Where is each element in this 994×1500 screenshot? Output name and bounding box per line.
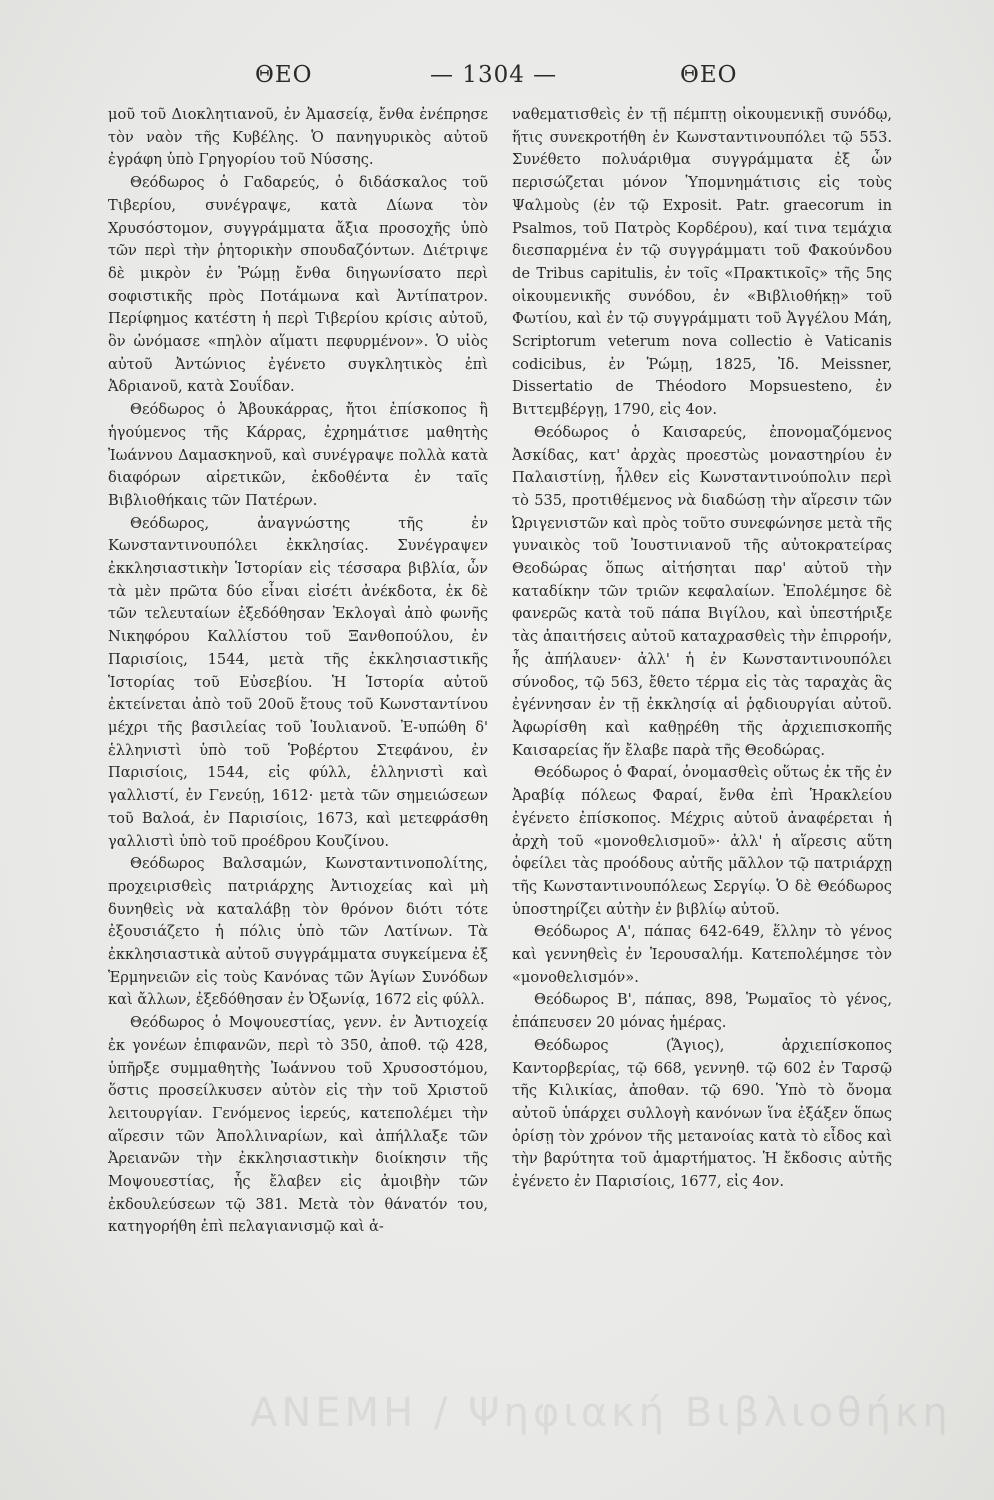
- paragraph: Θεόδωρος (Ἅγιος), ἀρχιεπίσκοπος Καντορβερίας, τῷ 668, γεννηθ. τῷ 602 ἐν Ταρσῷ τῆς Κιλικίας, ἀποθαν. τῷ 690. Ὑπὸ τὸ ὄνομα αὐτοῦ ὑπάρχει συλλογὴ κανόνων ἵνα ἐξάξεν ὅπως ὁρίσῃ τὸν χρόνον τῆς μετανοίας κατὰ τὸ εἶδος καὶ τὴν βαρύτητα τοῦ ἁμαρτήματος. Ἡ ἔκδοσις αὐτῆς ἐγένετο ἐν Παρισίοις, 1677, εἰς 4ον.: [512, 1036, 892, 1191]
- paragraph: Θεόδωρος ὁ Ἀβουκάρρας, ἤτοι ἐπίσκοπος ἢ ἡγούμενος τῆς Κάρρας, ἐχρημάτισε μαθητὴς Ἰωάννου Δαμασκηνοῦ, καὶ συνέγραψε πολλὰ κατὰ διαφόρων αἱρετικῶν, ἐκδοθέντα ἐν ταῖς Βιβλιοθήκαις τῶν Πατέρων.: [108, 401, 488, 509]
- paragraph: Θεόδωρος ὁ Φαραί, ὀνομασθεὶς οὕτως ἐκ τῆς ἐν Ἀραβίᾳ πόλεως Φαραί, ἔνθα ἐπὶ Ἡρακλείου ἐγένετο ἐπίσκοπος. Μέχρις αὐτοῦ ἀναφέρεται ἡ ἀρχὴ τοῦ «μονοθελισμοῦ»· ἀλλ' ἡ αἵρεσις αὕτη ὀφείλει τὰς προόδους αὐτῆς μᾶλλον τῷ πατριάρχῃ τῆς Κωνσταντινουπόλεως Σεργίῳ. Ὁ δὲ Θεόδωρος ὑποστηρίζει αὐτὴν ἐν βιβλίῳ αὐτοῦ.: [512, 764, 892, 918]
- paragraph: Θεόδωρος Α', πάπας 642-649, ἕλλην τὸ γένος καὶ γεννηθεὶς ἐν Ἱερουσαλήμ. Κατεπολέμησε τὸν «μονοθελισμόν».: [512, 923, 892, 986]
- paragraph: Θεόδωρος ὁ Γαδαρεύς, ὁ διδάσκαλος τοῦ Τιβερίου, συνέγραψε, κατὰ Δίωνα τὸν Χρυσόστομον, συγγράμματα ἄξια προσοχῆς ὑπὸ τῶν περὶ τὴν ῥητορικὴν σπουδαζόντων. Διέτριψε δὲ μικρὸν ἐν Ῥώμῃ ἔνθα διηγωνίσατο περὶ σοφιστικῆς πρὸς Ποτάμωνα καὶ Ἀντίπατρον. Περίφημος κατέστη ἡ περὶ Τιβερίου κρίσις αὐτοῦ, ὃν ὠνόμασε «πηλὸν αἵματι πεφυρμένον». Ὁ υἱὸς αὐτοῦ Ἀντώνιος ἐγένετο συγκλητικὸς ἐπὶ Ἀδριανοῦ, κατὰ Σουΐδαν.: [108, 174, 488, 396]
- paragraph: ναθεματισθεὶς ἐν τῇ πέμπτῃ οἰκουμενικῇ συνόδῳ, ἥτις συνεκροτήθη ἐν Κωνσταντινουπόλει τῷ 553. Συνέθετο πολυάριθμα συγγράμματα ἐξ ὧν περισώζεται μόνον Ὑπομνημάτισις εἰς τοὺς Ψαλμοὺς (ἐν τῷ Exposit. Patr. graecorum in Psalmos, τοῦ Πατρὸς Κορδέρου), καί τινα τεμάχια διεσπαρμένα ἐν τῷ συγγράμματι τοῦ Φακούνδου de Tribus capitulis, ἐν τοῖς «Πρακτικοῖς» τῆς 5ης οἰκουμενικῆς συνόδου, ἐν «Βιβλιοθήκῃ» τοῦ Φωτίου, καὶ ἐν τῷ συγγράμματι τοῦ Ἀγγέλου Μάη, Scriptorum veterum nova collectio è Vaticanis codicibus, ἐν Ῥώμῃ, 1825, Ἰδ. Meissner, Dissertatio de Théodoro Mopsuesteno, ἐν Βιττεμβέργῃ, 1790, εἰς 4ον.: [512, 106, 892, 419]
- paragraph: μοῦ τοῦ Διοκλητιανοῦ, ἐν Ἀμασείᾳ, ἔνθα ἐνέπρησε τὸν ναὸν τῆς Κυβέλης. Ὁ πανηγυρικὸς αὐτοῦ ἐγράφη ὑπὸ Γρηγορίου τοῦ Νύσσης.: [108, 106, 488, 169]
- paragraph: Θεόδωρος ὁ Καισαρεύς, ἐπονομαζόμενος Ἀσκίδας, κατ' ἀρχὰς προεστὼς μοναστηρίου ἐν Παλαιστίνῃ, ἦλθεν εἰς Κωνσταντινούπολιν περὶ τὸ 535, προτιθέμενος νὰ διαδώσῃ τὴν αἵρεσιν τῶν Ὠριγενιστῶν καὶ πρὸς τοῦτο συνεφώνησε μετὰ τῆς γυναικὸς τοῦ Ἰουστινιανοῦ τῆς αὐτοκρατείρας Θεοδώρας ὅπως αἰτήσηται παρ' αὐτοῦ τὴν καταδίκην τῶν τριῶν κεφαλαίων. Ἐπολέμησε δὲ φανερῶς κατὰ τοῦ πάπα Βιγίλου, καὶ ὑπεστήριξε τὰς ἀπαιτήσεις αὐτοῦ καταχρασθεὶς τὴν ἐπιρροήν, ἧς ἀπήλαυεν· ἀλλ' ἡ ἐν Κωνσταντινουπόλει σύνοδος, τῷ 563, ἔθετο τέρμα εἰς τὰς ταραχὰς ἃς ἐγέννησαν ἐν τῇ ἐκκλησίᾳ αἱ ῥᾳδιουργίαι αὐτοῦ. Ἀφωρίσθη καὶ καθῃρέθη τῆς ἀρχιεπισκοπῆς Καισαρείας ἥν ἔλαβε παρὰ τῆς Θεοδώρας.: [512, 423, 892, 759]
- paragraph: Θεόδωρος, ἀναγνώστης τῆς ἐν Κωνσταντινουπόλει ἐκκλησίας. Συνέγραψεν ἐκκλησιαστικὴν Ἱστορίαν εἰς τέσσαρα βιβλία, ὧν τὰ μὲν πρῶτα δύο εἶναι εἰσέτι ἀνέκδοτα, ἐκ δὲ τῶν τελευταίων ἐξεδόθησαν Ἐκλογαὶ ἀπὸ φωνῆς Νικηφόρου Καλλίστου τοῦ Ξανθοπούλου, ἐν Παρισίοις, 1544, μετὰ τῆς ἐκκλησιαστικῆς Ἱστορίας τοῦ Εὐσεβίου. Ἡ Ἱστορία αὐτοῦ ἐκτείνεται ἀπὸ τοῦ 20οῦ ἔτους τοῦ Κωνσταντίνου μέχρι τῆς βασιλείας τοῦ Ἰουλιανοῦ. Ἐ-υπώθη δ' ἑλληνιστὶ ὑπὸ τοῦ Ῥοβέρτου Στεφάνου, ἐν Παρισίοις, 1544, εἰς φύλλ, ἑλληνιστὶ καὶ γαλλιστί, ἐν Γενεύῃ, 1612· μετὰ τῶν σημειώσεων τοῦ Βαλοά, ἐν Παρισίοις, 1673, καὶ μετεφράσθη γαλλιστὶ ὑπὸ τοῦ προέδρου Κουζίνου.: [108, 514, 488, 850]
- paragraph: Θεόδωρος Β', πάπας, 898, Ῥωμαῖος τὸ γένος, ἐπάπευσεν 20 μόνας ἡμέρας.: [512, 991, 892, 1032]
- header-right: ΘΕΟ: [680, 62, 738, 88]
- header-left: ΘΕΟ: [255, 62, 313, 88]
- left-column: [108, 104, 488, 1239]
- right-column: [512, 104, 892, 1194]
- paragraph: Θεόδωρος Βαλσαμών, Κωνσταντινοπολίτης, προχειρισθεὶς πατριάρχης Ἀντιοχείας καὶ μὴ δυνηθεὶς νὰ καταλάβῃ τὸν θρόνον διότι τότε ἐξουσιάζετο ἡ πόλις ὑπὸ τῶν Λατίνων. Τὰ ἐκκλησιαστικὰ αὐτοῦ συγγράμματα συγκείμενα ἐξ Ἑρμηνειῶν εἰς τοὺς Κανόνας τῶν Ἁγίων Συνόδων καὶ ἄλλων, ἐξεδόθησαν ἐν Ὀξωνίᾳ, 1672 εἰς φύλλ.: [108, 855, 488, 1009]
- running-header: [100, 58, 900, 94]
- library-watermark: ΑΝΕΜΗ / Ψηφιακή Βιβλιοθήκη: [250, 1390, 952, 1436]
- paragraph: Θεόδωρος ὁ Μοψουεστίας, γενν. ἐν Ἀντιοχείᾳ ἐκ γονέων ἐπιφανῶν, περὶ τὸ 350, ἀποθ. τῷ 428, ὑπῆρξε συμμαθητὴς Ἰωάννου τοῦ Χρυσοστόμου, ὅστις προσείλκυσεν αὐτὸν εἰς τὴν τοῦ Χριστοῦ λειτουργίαν. Γενόμενος ἱερεύς, κατεπολέμει τὴν αἵρεσιν τῶν Ἀπολλιναρίων, καὶ ἀπήλλαξε τῶν Ἀρειανῶν τὴν ἐκκλησιαστικὴν διοίκησιν τῆς Μοψουεστίας, ἧς ἔλαβεν εἰς ἀμοιβὴν τῶν ἐκδουλεύσεων τῷ 381. Μετὰ τὸν θάνατόν του, κατηγορήθη ἐπὶ πελαγιανισμῷ καὶ ἀ-: [108, 1014, 488, 1236]
- page-number: — 1304 —: [430, 62, 558, 88]
